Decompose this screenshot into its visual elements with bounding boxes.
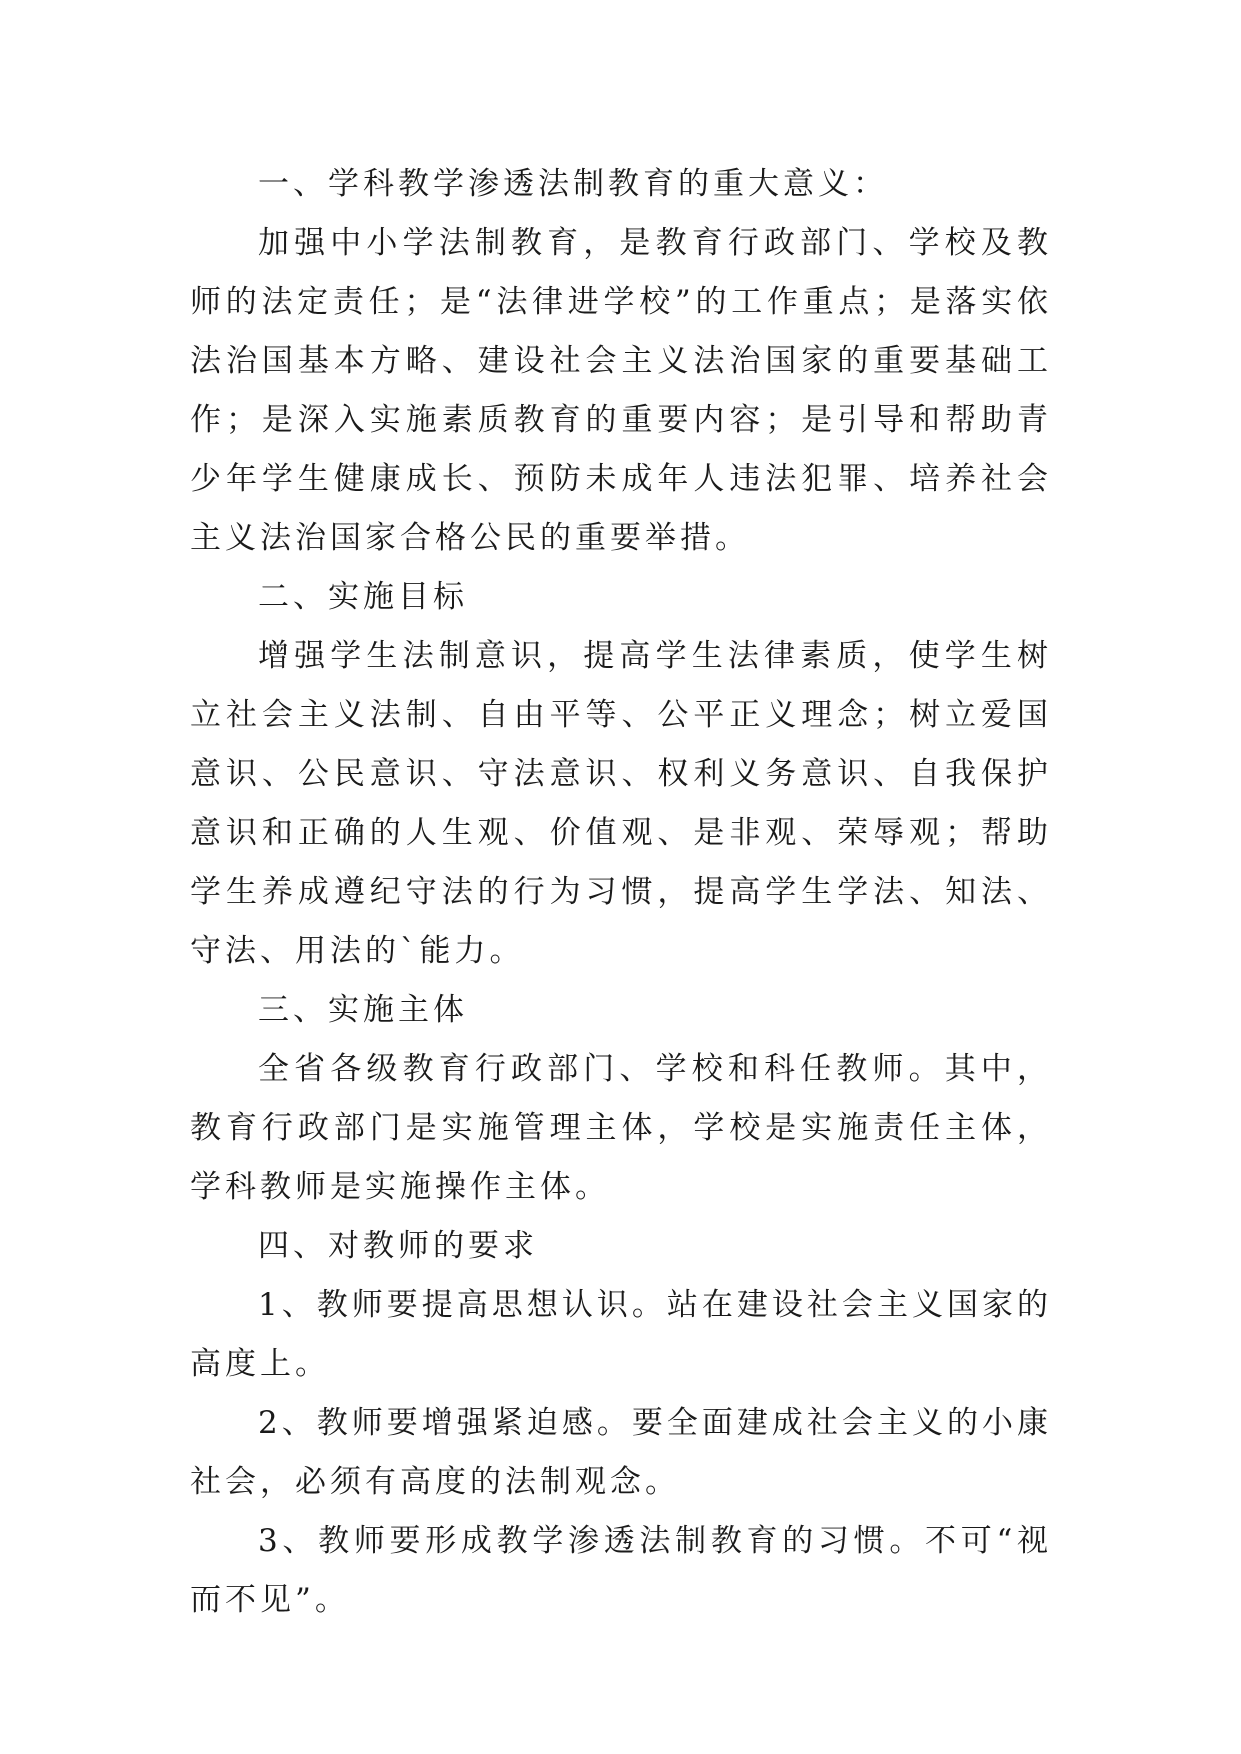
paragraph-subjects: 全省各级教育行政部门、学校和科任教师。其中，教育行政部门是实施管理主体，学校是实施责任主体，学科教师是实施操作主体。 (190, 1051, 1052, 1205)
section-heading-significance: 一、学科教学渗透法制教育的重大意义： (258, 166, 888, 202)
document-body (190, 155, 1052, 1630)
section-heading-subjects: 三、实施主体 (258, 992, 468, 1028)
requirement-item: 3、教师要形成教学渗透法制教育的习惯。不可“视而不见”。 (190, 1523, 1052, 1618)
requirement-item: 2、教师要增强紧迫感。要全面建成社会主义的小康社会，必须有高度的法制观念。 (190, 1405, 1052, 1500)
requirement-item: 1、教师要提高思想认识。站在建设社会主义国家的高度上。 (190, 1287, 1052, 1382)
paragraph-significance: 加强中小学法制教育，是教育行政部门、学校及教师的法定责任；是“法律进学校”的工作重点；是落实依法治国基本方略、建设社会主义法治国家的重要基础工作；是深入实施素质教育的重要内容；是引导和帮助青少年学生健康成长、预防未成年人违法犯罪、培养社会主义法治国家合格公民的重要举措。 (190, 225, 1052, 556)
section-heading-goals: 二、实施目标 (258, 579, 468, 615)
paragraph-goals: 增强学生法制意识，提高学生法律素质，使学生树立社会主义法制、自由平等、公平正义理念；树立爱国意识、公民意识、守法意识、权利义务意识、自我保护意识和正确的人生观、价值观、是非观、荣辱观；帮助学生养成遵纪守法的行为习惯，提高学生学法、知法、守法、用法的`能力。 (190, 638, 1052, 969)
section-heading-teacher-requirements: 四、对教师的要求 (258, 1228, 538, 1264)
